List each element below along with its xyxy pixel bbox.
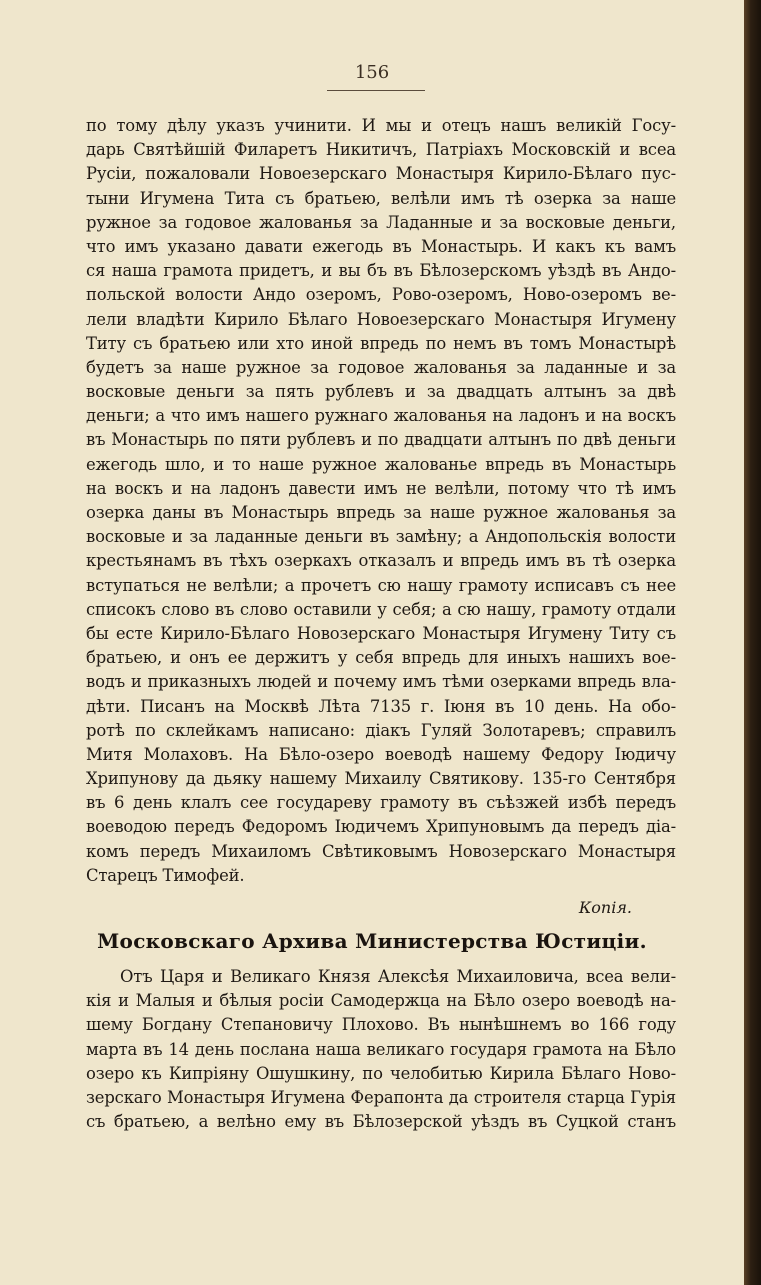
text-line: озерка даны въ Монастырь впредь за наше ружное жалованья за — [86, 503, 676, 522]
text-line: воеводою передъ Федоромъ Іюдичемъ Хрипуновымъ да передъ діа- — [86, 817, 676, 837]
text-line: братьею, и онъ ее держитъ у себя впредь для иныхъ нашихъ вое- — [86, 648, 676, 668]
paragraph-1 — [86, 114, 676, 888]
text-line: кія и Малыя и бѣлыя росіи Самодержца на Бѣло озеро воеводѣ на- — [86, 991, 676, 1011]
text-line: Русіи, пожаловали Новоезерскаго Монастыря Кирило-Бѣлаго пус- — [86, 164, 676, 184]
section-heading: Московскаго Архива Министерства Юстиціи. — [97, 929, 647, 953]
page-number: 156 — [354, 62, 390, 83]
text-line: комъ передъ Михаиломъ Свѣтиковымъ Новозерскаго Монастыря — [86, 841, 676, 861]
text-line: озеро къ Кипріяну Ошушкину, по челобитью Кирила Бѣлаго Ново- — [86, 1063, 676, 1083]
book-spine-edge — [744, 0, 761, 1285]
text-line: списокъ слово въ слово оставили у себя; а сю нашу, грамоту отдали — [86, 599, 676, 619]
text-line: лели владѣти Кирило Бѣлаго Новоезерскаго Монастыря Игумену — [86, 309, 676, 329]
text-line: крестьянамъ въ тѣхъ озеркахъ отказалъ и впредь имъ въ тѣ озерка — [86, 551, 676, 571]
text-line: по тому дѣлу указъ учинити. И мы и отецъ нашъ великій Госу- — [86, 116, 676, 135]
text-line: восковые и за ладанные деньги въ замѣну; а Андопольскія волости — [86, 527, 676, 547]
text-line: вступаться не велѣли; а прочетъ сю нашу грамоту исписавъ съ нее — [86, 575, 676, 595]
text-line: бы есте Кирило-Бѣлаго Новозерскаго Монастыря Игумену Титу съ — [86, 623, 676, 643]
text-line: польской волости Андо озеромъ, Рово-озеромъ, Ново-озеромъ ве- — [86, 285, 676, 305]
text-line: Митя Молаховъ. На Бѣло-озеро воеводѣ нашему Федору Іюдичу — [86, 744, 676, 764]
text-line: будетъ за наше ружное за годовое жалованья за ладанные и за — [86, 357, 676, 377]
text-line: восковые деньги за пять рублевъ и за двадцать алтынъ за двѣ — [86, 382, 676, 402]
text-line: дарь Святѣйшій Филаретъ Никитичъ, Патріахъ Московскій и всеа — [86, 140, 676, 160]
text-line: на воскъ и на ладонъ давести имъ не велѣли, потому что тѣ имъ — [86, 478, 676, 498]
text-line: ружное за годовое жалованья за Ладанные и за восковые деньги, — [86, 212, 676, 232]
text-line: ротѣ по склейкамъ написано: діакъ Гуляй Золотаревъ; справилъ — [86, 720, 676, 740]
text-line: въ 6 день клалъ сее государеву грамоту въ съѣзжей избѣ передъ — [86, 793, 676, 813]
text-line: что имъ указано давати ежегодь въ Монастырь. И какъ къ вамъ — [86, 236, 676, 256]
text-line: ся наша грамота придетъ, и вы бъ въ Бѣлозерскомъ уѣздѣ въ Андо- — [86, 261, 676, 281]
copy-signature: Копія. — [578, 898, 632, 917]
text-line: съ братьею, а велѣно ему въ Бѣлозерской уѣздъ въ Суцкой станъ — [86, 1112, 676, 1132]
text-line: марта въ 14 день послана наша великаго государя грамота на Бѣло — [86, 1039, 676, 1059]
text-line: деньги; а что имъ нашего ружнаго жалованья на ладонъ и на воскъ — [86, 406, 676, 426]
text-line: дѣти. Писанъ на Москвѣ Лѣта 7135 г. Іюня въ 10 день. На обо- — [86, 696, 676, 716]
text-line: тыни Игумена Тита съ братьею, велѣли имъ тѣ озерка за наше — [86, 188, 676, 208]
page-number-rule — [327, 90, 425, 91]
text-line: шему Богдану Степановичу Плохово. Въ нынѣшнемъ во 166 году — [86, 1015, 676, 1035]
paragraph-2 — [86, 965, 676, 1134]
text-line: Старецъ Тимофей. — [86, 865, 245, 885]
text-line: ежегодь шло, и то наше ружное жалованье впредь въ Монастырь — [86, 454, 676, 474]
text-line: Отъ Царя и Великаго Князя Алексѣя Михаиловича, всеа вели- — [120, 967, 676, 986]
text-line: Хрипунову да дьяку нашему Михаилу Святикову. 135-го Сентября — [86, 769, 676, 789]
text-line: водъ и приказныхъ людей и почему имъ тѣми озерками впредь вла- — [86, 672, 676, 692]
text-line: зерскаго Монастыря Игумена Ферапонта да строителя старца Гурія — [86, 1087, 676, 1107]
text-line: Титу съ братьею или хто иной впредь по немъ въ томъ Монастырѣ — [86, 333, 676, 353]
text-line: въ Монастырь по пяти рублевъ и по двадцати алтынъ по двѣ деньги — [86, 430, 676, 450]
